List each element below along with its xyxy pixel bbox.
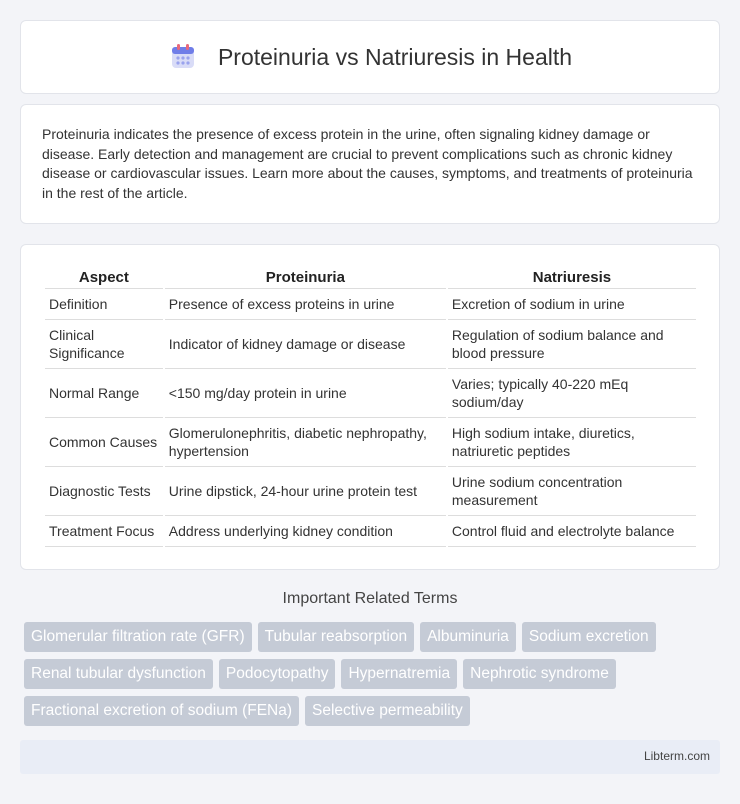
- term-tag[interactable]: Albuminuria: [420, 622, 516, 652]
- table-row: [45, 516, 696, 547]
- table-cell-natriuresis: High sodium intake, diuretics, natriuretic peptides: [448, 418, 696, 467]
- table-cell-aspect: Definition: [45, 289, 163, 320]
- term-tag[interactable]: Glomerular filtration rate (GFR): [24, 622, 252, 652]
- term-tag[interactable]: Sodium excretion: [522, 622, 656, 652]
- table-row: [45, 467, 696, 516]
- table-cell-proteinuria: Urine dipstick, 24-hour urine protein test: [165, 467, 446, 516]
- table-row: [45, 369, 696, 418]
- column-header-natriuresis: Natriuresis: [448, 265, 696, 289]
- table-cell-natriuresis: Urine sodium concentration measurement: [448, 467, 696, 516]
- column-header-proteinuria: Proteinuria: [165, 265, 446, 289]
- footer: [20, 740, 720, 774]
- table-cell-proteinuria: Presence of excess proteins in urine: [165, 289, 446, 320]
- table-cell-natriuresis: Excretion of sodium in urine: [448, 289, 696, 320]
- table-cell-proteinuria: Indicator of kidney damage or disease: [165, 320, 446, 369]
- table-cell-aspect: Treatment Focus: [45, 516, 163, 547]
- term-tag[interactable]: Hypernatremia: [341, 659, 457, 689]
- table-cell-aspect: Common Causes: [45, 418, 163, 467]
- table-cell-natriuresis: Control fluid and electrolyte balance: [448, 516, 696, 547]
- footer-site-link[interactable]: Libterm.com: [643, 749, 710, 763]
- table-cell-proteinuria: <150 mg/day protein in urine: [165, 369, 446, 418]
- intro-card: [20, 104, 720, 224]
- term-tag[interactable]: Nephrotic syndrome: [463, 659, 616, 689]
- calendar-icon: [168, 42, 198, 72]
- term-tag[interactable]: Fractional excretion of sodium (FENa): [24, 696, 299, 726]
- table-row: [45, 418, 696, 467]
- page-title: Proteinuria vs Natriuresis in Health: [217, 43, 573, 70]
- term-tag[interactable]: Renal tubular dysfunction: [24, 659, 213, 689]
- table-cell-aspect: Normal Range: [45, 369, 163, 418]
- table-row: [45, 320, 696, 369]
- table-header-row: [45, 265, 696, 289]
- term-tag[interactable]: Tubular reabsorption: [258, 622, 414, 652]
- column-header-aspect: Aspect: [45, 265, 163, 289]
- table-cell-proteinuria: Address underlying kidney condition: [165, 516, 446, 547]
- table-cell-natriuresis: Regulation of sodium balance and blood pressure: [448, 320, 696, 369]
- term-tag[interactable]: Selective permeability: [305, 696, 470, 726]
- comparison-table-card: [20, 244, 720, 570]
- comparison-table: [43, 265, 698, 547]
- intro-text: Proteinuria indicates the presence of excess protein in the urine, often signaling kidney damage or disease. Early detection and management are crucial to prevent complications such as chronic kidney disease or cardiovascular issues. Learn more about the causes, symptoms, and treatments of proteinuria in the rest of the article.: [42, 126, 693, 201]
- related-terms-list: [24, 622, 724, 726]
- term-tag[interactable]: Podocytopathy: [219, 659, 336, 689]
- table-cell-aspect: Clinical Significance: [45, 320, 163, 369]
- header: [168, 42, 572, 72]
- table-cell-natriuresis: Varies; typically 40-220 mEq sodium/day: [448, 369, 696, 418]
- table-cell-proteinuria: Glomerulonephritis, diabetic nephropathy, hypertension: [165, 418, 446, 467]
- table-cell-aspect: Diagnostic Tests: [45, 467, 163, 516]
- header-card: [20, 20, 720, 94]
- related-terms-heading: Important Related Terms: [282, 590, 458, 607]
- table-row: [45, 289, 696, 320]
